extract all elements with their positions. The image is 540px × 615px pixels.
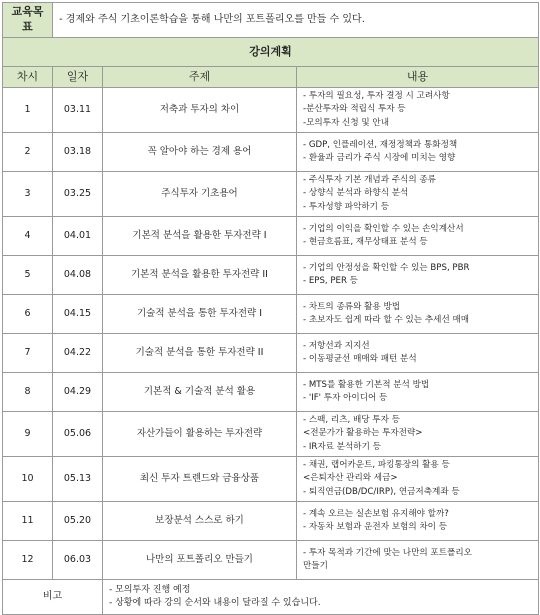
session-date: 03.25: [53, 172, 103, 217]
remarks-label: 비고: [3, 580, 103, 615]
session-content: [297, 412, 539, 457]
session-date: 04.22: [53, 334, 103, 373]
goal-text: - 경제와 주식 기초이론학습을 통해 나만의 포트폴리오를 만들 수 있다.: [53, 3, 539, 38]
schedule-row: [3, 334, 539, 373]
session-date: 04.29: [53, 373, 103, 412]
session-topic: 꼭 알아야 하는 경제 용어: [103, 133, 297, 172]
schedule-row: [3, 412, 539, 457]
content-line: - 'IF' 투자 아이디어 등: [303, 393, 388, 403]
header-row: [3, 67, 539, 88]
session-number: 1: [3, 88, 53, 133]
session-content: [297, 334, 539, 373]
session-date: 04.15: [53, 295, 103, 334]
session-topic: 기술적 분석을 통한 투자전략 II: [103, 334, 297, 373]
session-topic: 기본적 분석을 활용한 투자전략 II: [103, 256, 297, 295]
session-number: 8: [3, 373, 53, 412]
content-line: - 자동차 보험과 운전자 보험의 차이 등: [303, 522, 448, 532]
goal-label: 교육목표: [3, 3, 53, 38]
session-topic: 나만의 포트폴리오 만들기: [103, 541, 297, 580]
content-line: - 이동평균선 매매와 패턴 분석: [303, 354, 417, 364]
content-line: 만들기: [303, 561, 328, 571]
section-title-row: [3, 38, 539, 67]
schedule-row: [3, 295, 539, 334]
content-line: -모의투자 신청 및 안내: [303, 117, 390, 128]
session-content: [297, 541, 539, 580]
session-date: 03.11: [53, 88, 103, 133]
session-topic: 기술적 분석을 통한 투자전략 I: [103, 295, 297, 334]
schedule-row: [3, 256, 539, 295]
content-line: - IR자료 분석하기 등: [303, 441, 381, 452]
content-line: - 현금흐름표, 재무상태표 분석 등: [303, 237, 428, 247]
content-line: - 차트의 종류와 활용 방법: [303, 301, 401, 312]
content-line: - EPS, PER 등: [303, 276, 358, 286]
session-date: 05.20: [53, 502, 103, 541]
content-line: <은퇴자산 관리와 세금>: [303, 473, 398, 484]
session-content: [297, 133, 539, 172]
content-line: - 퇴직연금(DB/DC/IRP), 연금저축계좌 등: [303, 486, 460, 497]
session-number: 9: [3, 412, 53, 457]
schedule-row: [3, 541, 539, 580]
content-line: - MTS를 활용한 기본적 분석 방법: [303, 379, 430, 390]
header-session: 차시: [3, 67, 53, 88]
lecture-schedule-table: [2, 2, 539, 615]
session-topic: 보장분석 스스로 하기: [103, 502, 297, 541]
content-line: - 환율과 금리가 주식 시장에 미치는 영향: [303, 153, 456, 163]
session-date: 04.01: [53, 217, 103, 256]
schedule-row: [3, 217, 539, 256]
session-content: [297, 295, 539, 334]
session-number: 3: [3, 172, 53, 217]
content-line: - 투자 목적과 기간에 맞는 나만의 포트폴리오: [303, 547, 472, 558]
session-content: [297, 502, 539, 541]
session-topic: 기본적 분석을 활용한 투자전략 I: [103, 217, 297, 256]
content-line: - 초보자도 쉽게 따라 할 수 있는 추세선 매매: [303, 315, 470, 325]
session-number: 5: [3, 256, 53, 295]
session-content: [297, 256, 539, 295]
session-date: 05.06: [53, 412, 103, 457]
session-number: 7: [3, 334, 53, 373]
session-date: 03.18: [53, 133, 103, 172]
content-line: - GDP, 인플레이션, 재정정책과 통화정책: [303, 139, 458, 150]
content-line: - 상향식 분석과 하향식 분석: [303, 188, 409, 199]
session-content: [297, 373, 539, 412]
schedule-row: [3, 172, 539, 217]
remarks-text: [103, 580, 539, 615]
content-line: - 계속 오르는 실손보험 유지해야 할까?: [303, 508, 449, 519]
header-content: 내용: [297, 67, 539, 88]
schedule-row: [3, 457, 539, 502]
session-number: 6: [3, 295, 53, 334]
session-content: [297, 217, 539, 256]
content-line: - 기업의 이익을 확인할 수 있는 손익계산서: [303, 223, 464, 234]
session-topic: 기본적 & 기술적 분석 활용: [103, 373, 297, 412]
remarks-row: [3, 580, 539, 615]
content-line: - 저항선과 지지선: [303, 340, 370, 351]
session-topic: 주식투자 기초용어: [103, 172, 297, 217]
session-number: 12: [3, 541, 53, 580]
session-date: 05.13: [53, 457, 103, 502]
session-content: [297, 172, 539, 217]
remark-line: - 상황에 따라 강의 순서와 내용이 달라질 수 있습니다.: [109, 598, 321, 608]
remark-line: - 모의투자 진행 예정: [109, 585, 191, 596]
schedule-row: [3, 502, 539, 541]
content-line: - 기업의 안정성을 확인할 수 있는 BPS, PBR: [303, 262, 470, 273]
header-topic: 주제: [103, 67, 297, 88]
content-line: -분산투자와 적립식 투자 등: [303, 104, 406, 115]
goal-row: [3, 3, 539, 38]
session-number: 4: [3, 217, 53, 256]
session-number: 11: [3, 502, 53, 541]
content-line: <전문가가 활용하는 투자전략>: [303, 428, 423, 439]
session-topic: 자산가들이 활용하는 투자전략: [103, 412, 297, 457]
header-date: 일자: [53, 67, 103, 88]
session-topic: 저축과 투자의 차이: [103, 88, 297, 133]
schedule-row: [3, 373, 539, 412]
session-date: 04.08: [53, 256, 103, 295]
schedule-row: [3, 133, 539, 172]
session-topic: 최신 투자 트렌드와 금융상품: [103, 457, 297, 502]
session-content: [297, 88, 539, 133]
schedule-row: [3, 88, 539, 133]
content-line: - 투자성향 파악하기 등: [303, 201, 390, 212]
session-date: 06.03: [53, 541, 103, 580]
session-content: [297, 457, 539, 502]
session-number: 10: [3, 457, 53, 502]
section-title: 강의계획: [3, 38, 539, 67]
content-line: - 스팩, 리츠, 배당 투자 등: [303, 415, 400, 426]
content-line: - 투자의 필요성, 투자 결정 시 고려사항: [303, 91, 450, 102]
content-line: - 주식투자 기본 개념과 주식의 종류: [303, 175, 436, 186]
content-line: - 채권, 랩어카운트, 파킹통장의 활용 등: [303, 460, 450, 471]
session-number: 2: [3, 133, 53, 172]
